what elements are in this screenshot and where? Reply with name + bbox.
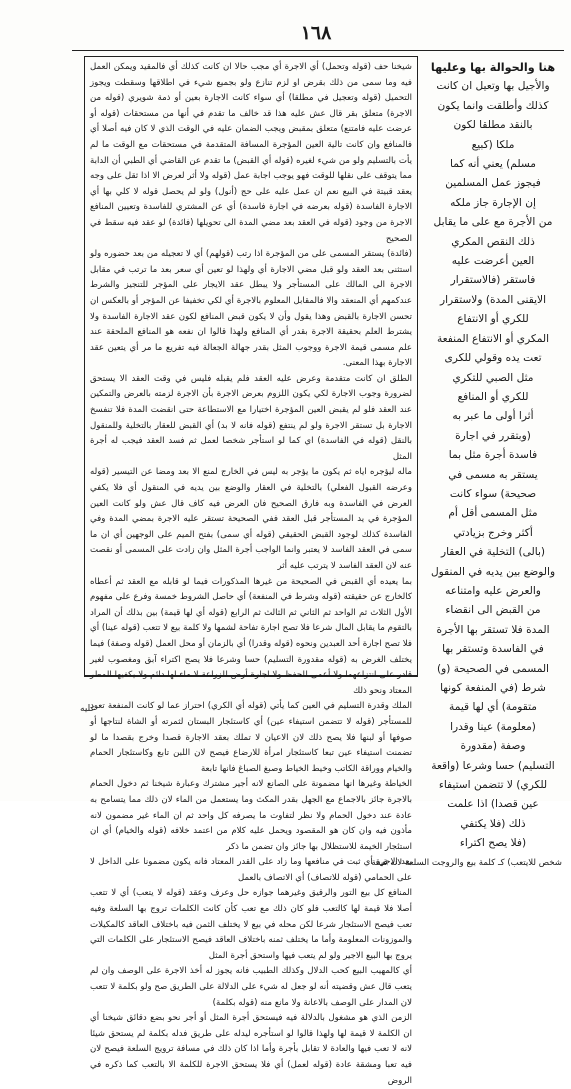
page-number: ١٦٨	[300, 22, 332, 44]
margin-line: مثل الصبي للتكري	[452, 371, 534, 384]
margin-line: المكري أو الانتفاع المنفعة	[436, 332, 550, 345]
footer-rule	[84, 676, 418, 677]
header-rule	[72, 50, 564, 51]
margin-line: والعرض عليه وامتناعه	[445, 584, 541, 597]
margin-line: هنا والحوالة بها وعليها	[430, 61, 556, 74]
margin-line: بالنقد مطلقا لكون	[453, 119, 533, 132]
margin-line: متقومة) أي لها قيمة	[449, 701, 537, 714]
margin-line: وصفة (مقدورة	[460, 740, 526, 753]
margin-line: تعت يده وقولي للكرى	[444, 352, 542, 365]
marginal-commentary-column	[371, 58, 562, 868]
commentary-paragraph: الخياطة وغيرها انها مضمونة على الصانع لانه أجير مشترك وعبارة شيخنا ثم دخول الحمام بالاجرة جائز بالاجماع مع الجهل بقدر المكث وما يستعمل من الماء لان ذلك مما يتسامح به عادة عند دخول الحمام ولا نظر لتفاوت ما يصرفه كل واحد ثم ان الماء غير مضمون لانه مأذون فيه وان كان هو المقصود ويحمل عليه كلام من اعتمد خلافه (قوله والخيام) أي ان استئجار الخيمة للاستظلال بها جائز وان تضمن ما ذكر	[90, 779, 412, 852]
margin-line: ذلك النقص المكري	[451, 235, 535, 248]
commentary-paragraph: ماله ليؤجره اياه ثم يكون ما يؤجر به ليس في الخارج لمنع الا بعد ومضا عن التيسير (قوله وعرضه القبول الفعلي) بالتخلية في العقار والوضع بين يديه في المنقول أي فلا يكفي العرض في الفاسدة وبه فارق الصحيح فان العرض فيه كاف قال عش ولو كانت العين المؤجرة في يد المستأجر قبل العقد ففي الصحيحة تستقر عليه الاجرة بمضي المدة وفي الفاسدة كذلك لوجود القبض الحقيقي (قوله أي سمى) بفتح الميم على الوجهين أي ان ما سمى في العقد الفاسد لا يعتبر وانما الواجب أجرة المثل وان زادت على المسمى أو نقصت عنه لان العقد الفاسد لا يترتب عليه أثر	[90, 467, 412, 571]
margin-line: إن الإجارة جاز ملكه	[450, 196, 536, 209]
margin-line: شرط (في المنفعة كونها	[440, 682, 546, 694]
margin-line: للكري) لا تتضمن استيفاء	[438, 779, 548, 792]
margin-line: والأجيل بها وتعيل ان كانت	[436, 80, 550, 93]
margin-line: من القبض الى انقضاء	[445, 604, 541, 617]
margin-line: المدة فلا تستقر بها الأجرة	[436, 623, 550, 636]
margin-line: مثل المسمى أقل أم	[448, 507, 538, 520]
margin-line: للكري أو المنافع	[457, 390, 529, 403]
commentary-paragraph: الملك وقدرة التسليم في العين كما يأتي (قوله أي الكري) احتراز عما لو كانت المنفعة تعود للمستأجر (قوله لا تتضمن استيفاء عين) أي كاستئجار البستان لثمرته أو الشاة لنتاجها أو صوفها أو لبنها فلا يصح ذلك لان الاعيان لا تملك بعقد الاجارة قصدا وخرج بقصدا ما لو تضمنت استيفاء عين تبعا كاستئجار امرأة للارضاع فيصح لان اللبن تابع وكاستئجار الحمام والخيام ووراقة الكاتب وخيط الخياط وصبغ الصباغ فانها تابعة	[90, 701, 412, 774]
commentary-paragraph: أي كالمهيب البيع كحب الدلال وكذلك الطبيب فانه يجوز له أخذ الاجرة على الوصف وان لم يتعب قال عش وقضيته أنه لو جعل له شيء على الدلالة على الطريق صح ولو بكلمة لا تتعب لان المدار على الوصف بالاعانة ولا مانع منه (قوله بكلمة)	[90, 966, 412, 1008]
margin-line: فاستقر (فالاستقرار	[450, 274, 536, 287]
margin-line: (معلومة) عينا وقدرا	[450, 720, 536, 733]
margin-line: أثرا أولى ما عبر به	[452, 410, 534, 423]
margin-line: للكري أو الانتفاع	[457, 313, 529, 326]
margin-line: فيجوز عمل المسلمين	[445, 177, 541, 190]
margin-line: مسلم) يعني أنه كما	[450, 158, 536, 171]
margin-line: الايقنى المدة) ولاستقرار	[439, 293, 547, 306]
margin-line: في الفاسدة وتستقر بها	[442, 643, 544, 656]
margin-footer-line: شخص للايتعب) كـ كلمة بيع والروجت السلعة لانه قيمة	[371, 857, 562, 868]
margin-line: يستقر به مسمى في	[448, 468, 538, 481]
catchword: عليه	[80, 704, 96, 714]
margin-line: العين أعرضت عليه	[451, 255, 535, 268]
margin-line: من الأجرة مع على ما يقابل	[433, 216, 553, 229]
margin-line: كذلك وأطلقت وانما يكون	[437, 99, 549, 112]
page-header	[72, 22, 562, 50]
margin-line: (بالى) التخلية في العقار	[440, 546, 546, 559]
margin-line: ملكا (كبيع	[471, 138, 515, 151]
margin-line: المسمى في الصحيحة (و)	[437, 662, 549, 675]
margin-line: صحيحة) سواء كانت	[449, 487, 537, 500]
margin-line: (فلا يصح اكتراء	[459, 837, 527, 850]
commentary-paragraph: (فائدة) يستقر المسمى على من المؤجرة اذا رتب (قولهم) أي لا تعجيله من بعد حضوره ولو استثنى بعد العقد ولو قبل مضي الاجارة أي ولهذا لو تعين أي سعر بعد ما ترتب في مقابل الاجرة الى المالك على المستأجر ولا يبطل عقد الايجار على المؤجر للتنجيز والشرط عندكمهم أي المنعقد والا فالمقابل المعلوم بالاجرة أي لكي تخفيفا عن المؤجر أو بالعكس ان تحسن الاجارة بالقبض وهذا يقول وأن لا يكون قبض المنافع لكون عقد الاجارة الفاسدة ولا يشترط العلم بحقيقة الاجرة بقدر أي المنافع ولهذا قالوا ان نفعه هو المنافع الملحقة عند علم مسمى قيمة الاجرة ووجوب المثل بقدر جهالة الجعالة فيه تفريع ما مر أي يتعين عقد الاجارة بهذا المعنى.	[90, 249, 412, 369]
margin-line: التسليم) حسا وشرعا (واقعة	[431, 759, 555, 772]
margin-line: ذلك (فلا يكتفي	[460, 817, 526, 830]
margin-line: أكثر وخرج بزيادتي	[453, 526, 533, 539]
margin-line: والوضع بين يديه في المنقول	[430, 565, 556, 578]
commentary-paragraph: الطلق ان كانت متقدمة وعرض عليه العقد فلم يقبله فليس في وقت العقد الا يستحق لضرورة وجوب الاجارة لكي يكون اللزوم بعرض الاجرة بأن الاجرة لزمته بالعرض والتمكين عند العقد فلو لم يقبض العين المؤجرة اختيارا مع الاستطاعة حتى انقضت المدة فلا تنفسخ الاجارة بل تستقر الاجرة ولو لم ينتفع (قوله فانه لا بد) أي القبض للعقار بالتخلية وللمنقول بالنقل (قوله في الفاسدة) اي كما لو استأجر شخصا لعمل ثم فسد العقد فيجب له أجرة المثل	[90, 373, 412, 462]
commentary-paragraph: بعد الاجرة أي ثبت في منافعها وما زاد على القدر المعتاد فانه يكون مضمونا على الداخل لا على الحمامي (قوله للاتصاف) أي الاتصاف بالعمل	[90, 857, 412, 883]
margin-line: عين قصدا) اذا علمت	[447, 798, 539, 811]
commentary-paragraph: الزمن الذي هو مشغول بالدلالة فيه فيستحق أجرة المثل أو أجر نحو بضع دقائق شيخنا أي ان الكلمة لا قيمة لها ولهذا قالوا لو استأجره ليدله على طريق فدله بكلمة لم يستحق شيئا لانه لا تعب فيها والعادة لا تقابل بأجرة وأما اذا كان ذلك في مسافة ترويج السلعة فيصح لان فيه تعبا ومشقة عادة (قوله لعمل) أي فلا يستحق الاجرة للكلمة الا بالتعب كما ذكره في الروض	[90, 1013, 412, 1086]
commentary-paragraph: المنافع كل بيع التور والرقيق وغيرهما جوازه حل وعرف وعقد (قوله لا يتعب) أي لا تتعب أصلا فلا قيمة لها كالتعب فلو كان ذلك مع تعب كأن كانت الكلمات تروج بها السلعة وفيه تعب فيصح الاستئجار شرعا لكن محله في بيع لا يختلف الثمن فيه باختلاف العاقد كالمكيلات والموزونات المعلومة وأما ما يختلف ثمنه باختلاف العاقد فيصح الاستئجار على الكلمات التي يروج بها البيع الاجير ولو لم يتعب فيها واستحق أجرة المثل	[90, 888, 412, 961]
commentary-paragraph: بما يعيده أي القبض في الصحيحة من غيرها المذكورات فيما لو قابله مع العقد ثم أعطاه كالخارج عن حقيقته (قوله وشرط في المنفعة) أي حاصل الشروط خمسة وفرع على مفهوم الأول الثلاث ثم الواحد ثم الثاني ثم الثالث ثم الرابع (قوله أي لها قيمة) بين بذلك أن المراد بالتقوم ما يقابل المال شرعا فلا تصح اجارة تفاحة لشمها ولا كلمة بيع لا تتعب (قوله عينا) أي فلا تصح اجارة أحد العبدين ونحوه (قوله وقدرا) أي بالزمان أو محل العمل (قوله وصفة) فيما يختلف الغرض به (قوله مقدورة التسليم) حسا وشرعا فلا يصح اكتراء آبق ومغصوب لغير قادر على انتزاعهما ولا أعمى للحفظ ولا اجارة أرض للزراعة لا ماء لها دائم ولا يكفيها المطر المعتاد ونحو ذلك	[90, 576, 412, 696]
margin-line: (وبتقرر في اجارة	[455, 429, 531, 442]
margin-line: فاسدة أجرة مثل بما	[448, 449, 538, 462]
main-commentary-text	[90, 60, 412, 1086]
commentary-paragraph: شيخنا حف (قوله وتحمل) أي الاجرة أي مجب حالا ان كانت كذلك أي فالمقيد ويمكن العمل فيه وما سمى من ذلك بقرض او لزم تنازع ولو بجميع شيء في اطلاقها وسقطت ويجوز التحميل (قوله وتعجيل في مطلقا) أي سواء كانت الاجارة بعين أو ذمة شويري (قوله من الاجرة) متعلق بقر قال عش عليه هذا قد خالف ما تقدم في أنها من مستحقات (قوله أو عرضت عليه فامتنع) متعلق بمقبض ويجب الضمان عليه في الوقت الذي لا كان فيه أصلا أي فالمنافع وان كانت تالية العين المؤجرة المسافة المتقدمة في مستحقات مع الوقت ما لم يأت بالتسليم ولو من شيء لغيره (قوله أي القبض) ما تقدم عن القاضي أي الطبي أن الدابة مما يتوقف على نقلها للوقت فهو يوجب اجابة عمل (قوله ولا أثر لعرض الا اذا ثقل على وجه يعقد قبيتة في البيع نعم ان عمل عليه على حج (أنول) ولو لم يحصل قوله لا كلي بها أي الاجارة الفاسدة (قوله بعرضه في اجارة فاسدة) أي عن المشتري للفاسدة وتعيين المنافع الاجرة من وجود (قوله في العقد بعد مضي المدة الى تحويلها (فائدة) لو عقد فيه سقط في الصحيح	[90, 62, 412, 244]
